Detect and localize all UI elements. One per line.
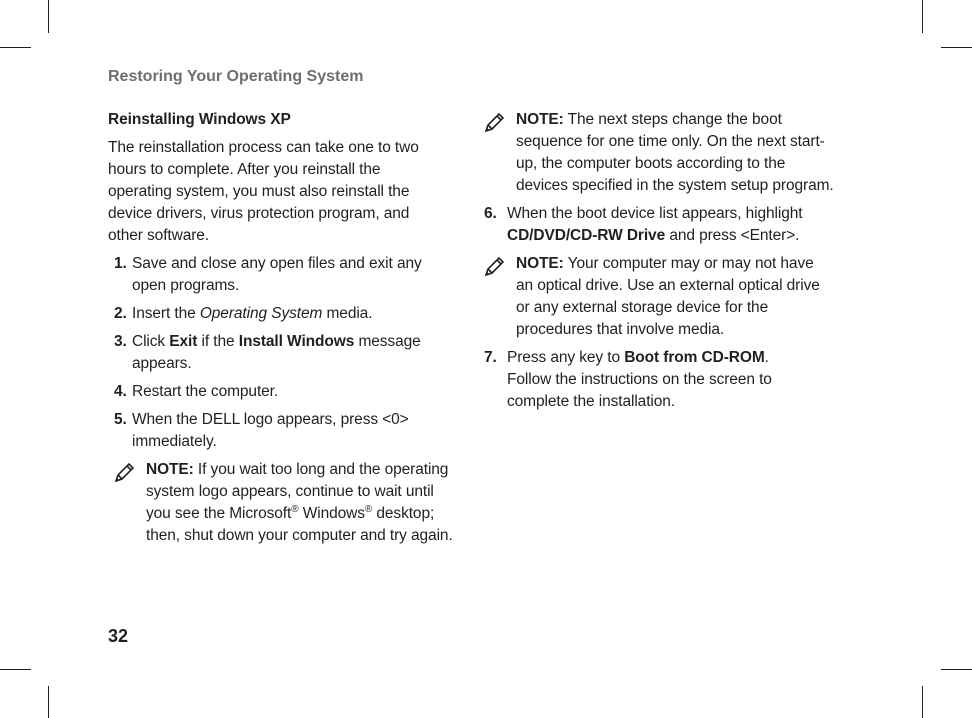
crop-mark (941, 47, 972, 48)
page-header: Restoring Your Operating System (108, 68, 364, 85)
right-column (484, 109, 834, 413)
step-6: 6. When the boot device list appears, highlight CD/DVD/CD-RW Drive and press <Enter>. (484, 205, 803, 244)
crop-mark (941, 669, 972, 670)
step-7-followup: Follow the instructions on the screen to complete the installation. (507, 371, 772, 410)
note-1: NOTE: If you wait too long and the operating system logo appears, continue to wait until you see the Microsoft® Windows® desktop; then, shut down your computer and try again. (108, 459, 458, 547)
note-2: NOTE: The next steps change the boot sequence for one time only. On the next start-up, the computer boots according to the devices specified in the system setup program. (484, 109, 834, 197)
note-3: NOTE: Your computer may or may not have an optical drive. Use an external optical drive or any external storage device for the procedures that involve media. (484, 253, 834, 341)
step-2: 2. Insert the Operating System media. (114, 305, 373, 322)
pencil-note-icon (114, 461, 136, 483)
crop-mark (922, 686, 923, 718)
step-5: 5. When the DELL logo appears, press <0> immediately. (114, 411, 409, 450)
page-number: 32 (108, 626, 129, 646)
media-name: Operating System (199, 305, 323, 322)
crop-mark (48, 0, 49, 33)
crop-mark (48, 686, 49, 718)
step-4: 4. Restart the computer. (114, 383, 279, 400)
left-column (108, 109, 458, 553)
crop-mark (922, 0, 923, 33)
pencil-note-icon (484, 111, 506, 133)
crop-mark (0, 47, 31, 48)
intro-paragraph: The reinstallation process can take one to two hours to complete. After you reinstall the operating system, you must also reinstall the device drivers, virus protection program, and other software. (108, 139, 419, 244)
step-3: 3. Click Exit if the Install Windows message appears. (114, 333, 421, 372)
step-7: 7. Press any key to Boot from CD-ROM. (484, 349, 769, 366)
crop-mark (0, 669, 31, 670)
section-title: Reinstalling Windows XP (108, 111, 291, 128)
step-1: 1. Save and close any open files and exit any open programs. (114, 255, 422, 294)
pencil-note-icon (484, 255, 506, 277)
